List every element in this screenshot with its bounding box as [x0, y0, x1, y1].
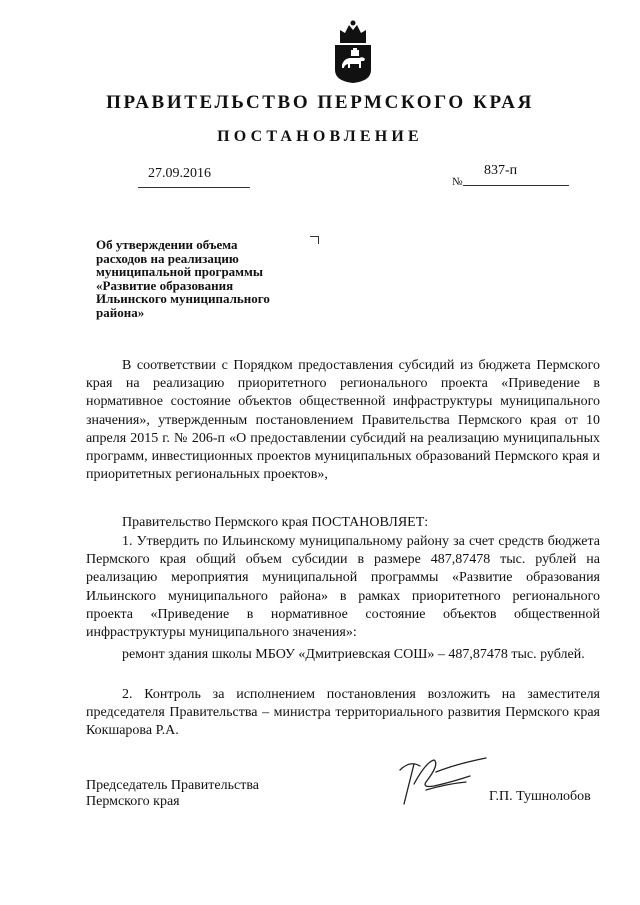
- paragraph-decree-text: Правительство Пермского края ПОСТАНОВЛЯЕТ:: [122, 515, 429, 530]
- title-line: Об утверждении объема: [96, 237, 238, 252]
- title-line: района»: [96, 304, 145, 320]
- title-line: Ильинского муниципального: [96, 291, 270, 306]
- title-corner-mark: [310, 236, 319, 244]
- paragraph-decree: [86, 514, 600, 532]
- document-date: 27.09.2016: [148, 166, 211, 181]
- number-underline: [463, 185, 569, 186]
- coat-of-arms-icon: [332, 18, 374, 84]
- organization-title: ПРАВИТЕЛЬСТВО ПЕРМСКОГО КРАЯ: [106, 92, 534, 113]
- paragraph-item-2: [86, 686, 600, 741]
- document-type: ПОСТАНОВЛЕНИЕ: [217, 128, 423, 145]
- signatory-position: [86, 778, 259, 810]
- signatory-name: Г.П. Тушнолобов: [489, 789, 591, 804]
- number-label: №: [452, 176, 463, 188]
- paragraph-repair: [86, 646, 600, 664]
- document-title: [96, 238, 326, 319]
- paragraph-item-2-text: 2. Контроль за исполнением постановления возложить на заместителя председателя Правительства – министра территориального развития Пермского края Кокшарова Р.А.: [86, 687, 600, 739]
- paragraph-repair-text: ремонт здания школы МБОУ «Дмитриевская СОШ» – 487,87478 тыс. рублей.: [122, 647, 585, 662]
- date-underline: [138, 187, 250, 188]
- handwritten-signature: [396, 754, 488, 808]
- paragraph-item-1-text: 1. Утвердить по Ильинскому муниципальному району за счет средств бюджета Пермского края общий объем субсидии в размере 487,87478 тыс. рублей на реализацию мероприятия муниципальной программы «Развитие образования Ильинского муниципального района» в рамках приоритетного регионального проекта «Приведение в нормативное состояние объектов общественной инфраструктуры муниципального значения»:: [86, 534, 600, 641]
- title-line: муниципальной программы: [96, 264, 264, 279]
- paragraph-item-1: [86, 533, 600, 642]
- document-number: 837-п: [484, 163, 518, 178]
- signatory-position-line: Пермского края: [86, 794, 180, 809]
- paragraph-basis-text: В соответствии с Порядком предоставления субсидий из бюджета Пермского края на реализацию приоритетного регионального проекта «Приведение в нормативное состояние объектов общественной инфраструктуры муниципального значения», утвержденным постановлением Правительства Пермского края от 10 апреля 2015 г. № 206-п «О предоставлении субсидий на реализацию муниципальных программ, инвестиционных проектов муниципальных образований Пермского края и приоритетных региональных проектов»,: [86, 358, 600, 483]
- title-line: расходов на реализацию: [96, 250, 239, 266]
- title-line: «Развитие образования: [96, 277, 234, 293]
- signatory-position-line: Председатель Правительства: [86, 778, 259, 793]
- paragraph-basis: [86, 357, 600, 484]
